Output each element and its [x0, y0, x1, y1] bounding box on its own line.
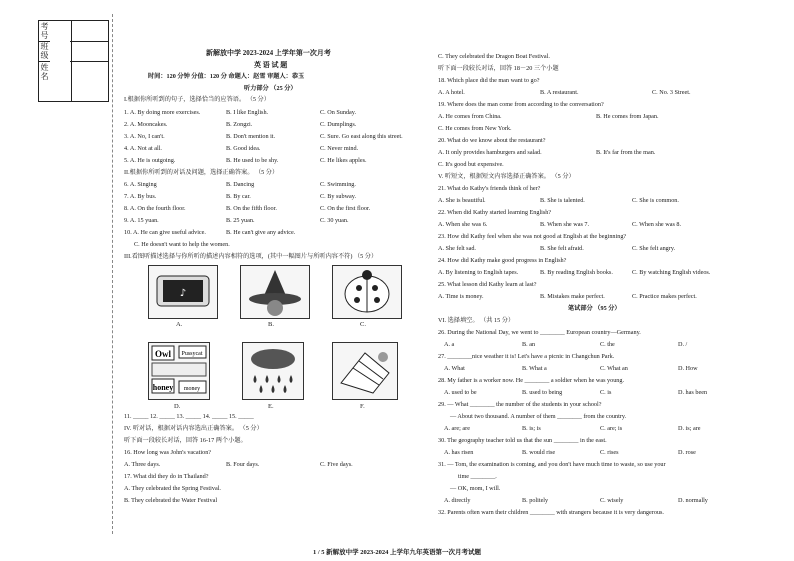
q8-c: C. On the first floor. [320, 205, 371, 212]
q26-c: C. the [600, 341, 615, 348]
q31-line2: time ________. [458, 473, 497, 480]
pic-word-money: money [183, 386, 201, 392]
q26-a: A. a [444, 341, 455, 348]
q29-d: D. is; are [678, 425, 701, 432]
q6-a: 6. A. Singing [124, 181, 157, 188]
q32: 32. Parents often warn their children ________ with strangers because it is very dangerous. [438, 509, 664, 516]
q2-b: B. Zongzi. [226, 121, 253, 128]
q31-d: D. normally [678, 497, 708, 504]
q16-c: C. Five days. [320, 461, 353, 468]
q4-a: 4. A. Not at all. [124, 145, 162, 152]
section-4-note: 听下面一段较长对话，回答 16-17 两个小题。 [124, 437, 247, 444]
header-title: 新解放中学 2023-2024 上学年第一次月考 [206, 49, 331, 57]
q20: 20. What do we know about the restaurant? [438, 137, 546, 144]
section-2: II.根据你所听到的对话及问题，选择正确答案。 （5 分） [124, 169, 279, 176]
section-4: IV. 听对话，根据对话内容选出正确答案。 （5 分） [124, 425, 263, 432]
q30-c: C. rises [600, 449, 619, 456]
q31-b: B. politely [522, 497, 549, 504]
binding-line [112, 14, 113, 534]
q5-b: B. He used to be shy. [226, 157, 279, 164]
q31-c: C. wisely [600, 497, 624, 504]
q6-c: C. Swimming. [320, 181, 356, 188]
q22-c: C. When she was 8. [632, 221, 682, 228]
pic-word-pussycat: Pussycat [181, 351, 203, 357]
student-info-box [38, 20, 72, 102]
q31-a: A. directly [444, 497, 471, 504]
q23-b: B. She felt afraid. [540, 245, 584, 252]
q26: 26. During the National Day, we went to ________ European country—Germany. [438, 329, 641, 336]
q9-c: C. 30 yuan. [320, 217, 349, 224]
q29-line2: — About two thousand. A number of them ________ from the country. [450, 413, 627, 420]
q16: 16. How long was John's vacation? [124, 449, 212, 456]
q22-b: B. When she was 7. [540, 221, 590, 228]
q16-b: B. Four days. [226, 461, 260, 468]
q2-a: 2. A. Mooncakes. [124, 121, 168, 128]
q16-a: A. Three days. [124, 461, 161, 468]
q23-c: C. She felt angry. [632, 245, 676, 252]
q8-b: B. On the fifth floor. [226, 205, 277, 212]
q27: 27. ________nice weather it is! Let's have a picnic in Changchun Park. [438, 353, 615, 360]
label-c: C. [360, 321, 366, 328]
q31-line3: — OK, mom, I will. [450, 485, 501, 492]
q3-a: 3. A. No, I can't. [124, 133, 165, 140]
q6-b: B. Dancing [226, 181, 255, 188]
q21-b: B. She is talented. [540, 197, 585, 204]
picture-d-owl-poem [148, 342, 210, 400]
q24-a: A. By listening to English tapes. [438, 269, 519, 276]
q1-a: 1. A. By doing more exercises. [124, 109, 201, 116]
header-meta: 时间：120 分钟 分值：120 分 命题人：赵雪 审题人：恭玉 [148, 73, 305, 80]
q24: 24. How did Kathy make good progress in English? [438, 257, 567, 264]
label-class: 班级 [40, 42, 49, 61]
q7-c: C. By subway. [320, 193, 357, 200]
q3-b: B. Don't mention it. [226, 133, 276, 140]
q18-c: C. No. 3 Street. [652, 89, 691, 96]
q9-b: B. 25 yuan. [226, 217, 255, 224]
q1-c: C. On Sunday. [320, 109, 357, 116]
header-subject: 英 语 试 题 [254, 61, 288, 69]
q28: 28. My father is a worker now. He ________ a soldier when he was young. [438, 377, 625, 384]
q8-a: 8. A. On the fourth floor. [124, 205, 186, 212]
section-4-note-2: 听下面一段较长对话，回答 18－20 三个小题 [438, 65, 559, 72]
picture-b-witch-hat [240, 265, 310, 319]
q17-b: B. They celebrated the Water Festival [124, 497, 218, 504]
q22-a: A. When she was 6. [438, 221, 488, 228]
q4-c: C. Never mind. [320, 145, 359, 152]
section-5: V. 听短文，根据短文内容选择正确答案。 （5 分） [438, 173, 575, 180]
q24-c: C. By watching English videos. [632, 269, 711, 276]
label-d: D. [174, 403, 181, 410]
q30-b: B. would rise [522, 449, 556, 456]
written-part: 笔试部分 （95 分） [568, 305, 621, 312]
q7-a: 7. A. By bus. [124, 193, 157, 200]
q27-c: C. What an [600, 365, 628, 372]
q27-b: B. What a [522, 365, 547, 372]
section-1: I.根据你所听到的句子，选择恰当的应答语。 （5 分） [124, 96, 270, 103]
q10-c: C. He doesn't want to help the women. [134, 241, 230, 248]
q7-b: B. By car. [226, 193, 251, 200]
q1-b: B. I like English. [226, 109, 269, 116]
q27-d: D. How [678, 365, 698, 372]
q23-a: A. She felt sad. [438, 245, 476, 252]
q9-a: 9. A. 15 yuan. [124, 217, 159, 224]
q19-b: B. He comes from Japan. [596, 113, 659, 120]
q18: 18. Which place did the man want to go? [438, 77, 540, 84]
q18-b: B. A restaurant. [540, 89, 579, 96]
q19-a: A. He comes from China. [438, 113, 502, 120]
picture-e-rain-cloud [242, 342, 304, 400]
q25: 25. What lesson did Kathy learn at last? [438, 281, 537, 288]
q10-b: B. He can't give any advice. [226, 229, 296, 236]
q29-a: A. are; are [444, 425, 470, 432]
q26-b: B. an [522, 341, 536, 348]
section-3: III.看图听描述选择与你所听的描述内容相符的选项，(其中一幅图片与所听内容不符) （5 分） [124, 253, 378, 260]
label-exam-number: 考号 [40, 21, 49, 40]
q21-c: C. She is common. [632, 197, 679, 204]
q5-a: 5. A. He is outgoing. [124, 157, 176, 164]
q26-d: D. / [678, 341, 688, 348]
q17-c: C. They celebrated the Dragon Boat Festival. [438, 53, 550, 60]
picture-c-ladybug [332, 265, 402, 319]
section-6: VI. 选择填空。 （共 15 分） [438, 317, 515, 324]
q27-a: A. What [444, 365, 465, 372]
q17-a: A. They celebrated the Spring Festival. [124, 485, 221, 492]
pic-word-owl: Owl [154, 349, 172, 359]
answer-blanks-11-15[interactable]: 11. _____ 12. _____ 13. _____ 14. _____ 15. _____ [124, 413, 254, 420]
q31: 31. — Tom, the examination is coming, and you don't have much time to waste, so use your [438, 461, 666, 468]
label-f: F. [360, 403, 365, 410]
q22: 22. When did Kathy started learning English? [438, 209, 552, 216]
q28-c: C. is [600, 389, 612, 396]
q2-c: C. Dumplings. [320, 121, 357, 128]
label-b: B. [268, 321, 274, 328]
label-e: E. [268, 403, 274, 410]
label-name: 姓名 [40, 62, 49, 81]
listening-part: 听力部分 （25 分） [244, 85, 297, 92]
picture-f-cake-slices [332, 342, 398, 400]
q23: 23. How did Kathy feel when she was not good at English at the beginning? [438, 233, 627, 240]
q30-d: D. rose [678, 449, 696, 456]
q5-c: C. He likes apples. [320, 157, 367, 164]
q30: 30. The geography teacher told us that the sun ________ in the east. [438, 437, 607, 444]
q28-a: A. used to be [444, 389, 477, 396]
label-a: A. [176, 321, 183, 328]
q21-a: A. She is beautiful. [438, 197, 486, 204]
q28-b: B. used to being [522, 389, 563, 396]
q29-c: C. are; is [600, 425, 623, 432]
q25-a: A. Time is money. [438, 293, 484, 300]
student-info-fill [70, 20, 109, 102]
page-footer: 1 / 5 新解放中学 2023-2024 上学年九年英语第一次月考试题 [312, 549, 482, 556]
q21: 21. What do Kathy's friends think of her? [438, 185, 541, 192]
svg-text:♪: ♪ [179, 288, 187, 299]
q29: 29. — What ________ the number of the students in your school? [438, 401, 602, 408]
q25-b: B. Mistakes make perfect. [540, 293, 605, 300]
q17: 17. What did they do in Thailand? [124, 473, 209, 480]
q25-c: C. Practice makes perfect. [632, 293, 697, 300]
q30-a: A. has risen [444, 449, 474, 456]
pic-word-honey: honey [152, 383, 174, 392]
q19: 19. Where does the man come from according to the conversation? [438, 101, 604, 108]
picture-a-phone [148, 265, 218, 319]
q20-b: B. It's far from the man. [596, 149, 656, 156]
q20-a: A. It only provides hamburgers and salad. [438, 149, 542, 156]
q4-b: B. Good idea. [226, 145, 261, 152]
q20-c: C. It's good but expensive. [438, 161, 504, 168]
q24-b: B. By reading English books. [540, 269, 613, 276]
q10-a: 10. A. He can give useful advice. [124, 229, 206, 236]
q3-c: C. Sure. Go east along this street. [320, 133, 403, 140]
q19-c: C. He comes from New York. [438, 125, 512, 132]
q28-d: D. has been [678, 389, 708, 396]
q18-a: A. A hotel. [438, 89, 465, 96]
q29-b: B. is; is [522, 425, 541, 432]
